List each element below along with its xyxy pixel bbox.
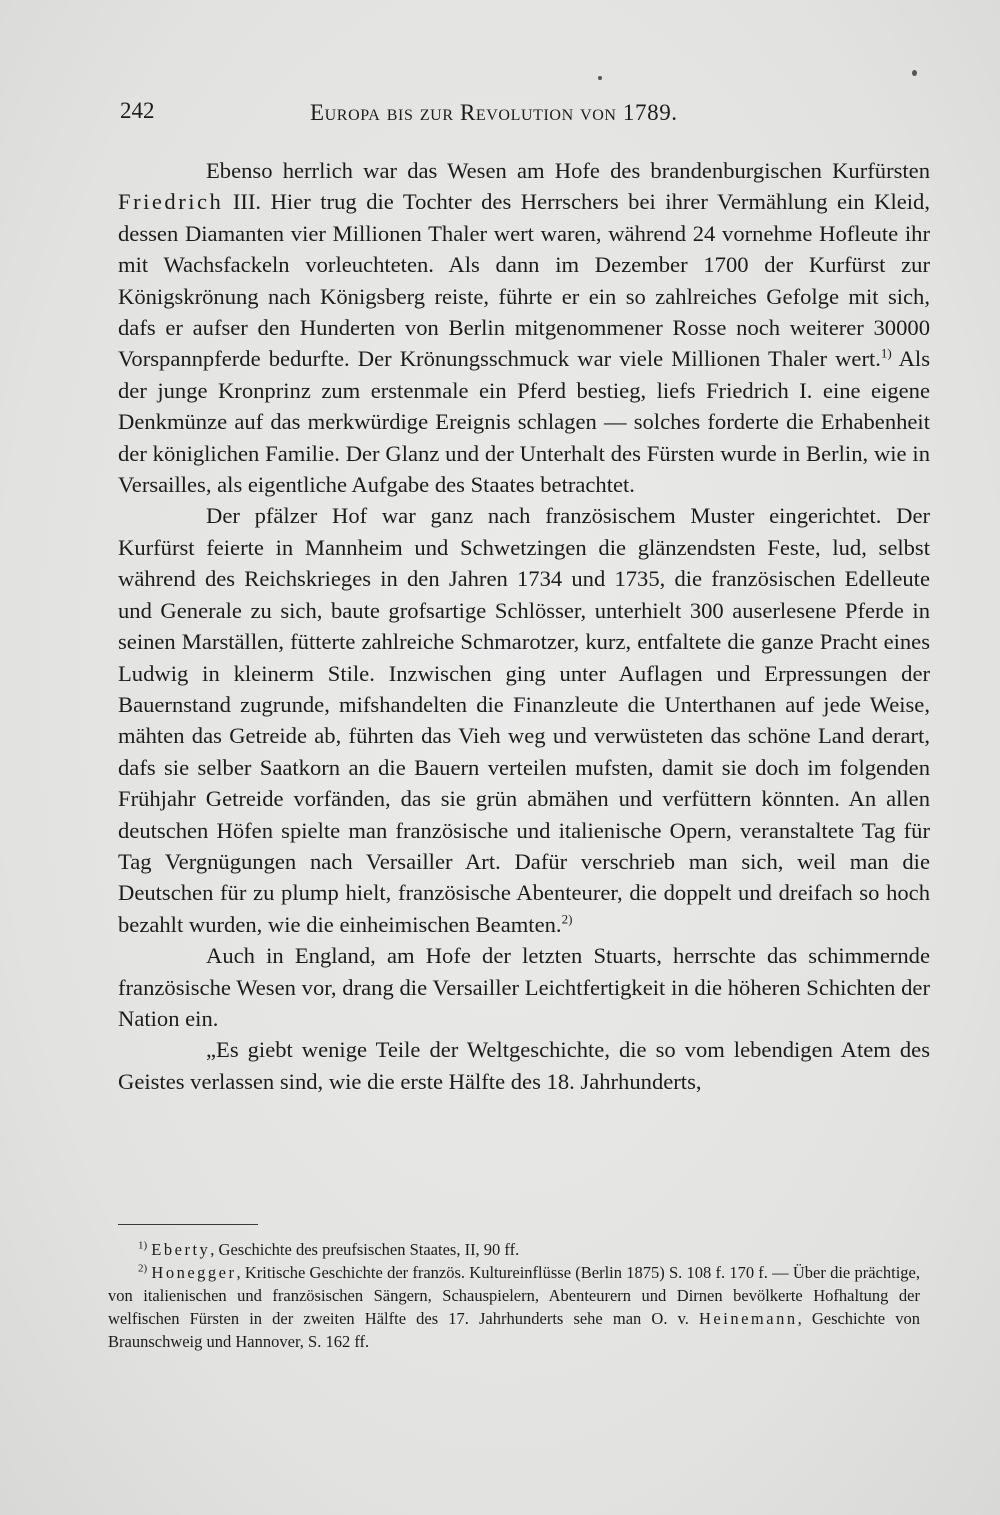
footnote-1 bbox=[108, 1238, 920, 1261]
p4-text: „Es giebt wenige Teile der Weltgeschichte, die so vom lebendigen Atem des Geistes verlassen sind, wie die erste Hälfte des 18. Jahrhunderts, bbox=[118, 1037, 930, 1094]
footnote-1-author: Eberty bbox=[151, 1240, 211, 1259]
running-title: Europa bis zur Revolution von 1789. bbox=[310, 100, 678, 125]
print-speck bbox=[598, 76, 602, 80]
body-text bbox=[118, 155, 930, 1097]
p1-name-friedrich: Friedrich bbox=[118, 189, 224, 215]
paragraph-4 bbox=[118, 1034, 930, 1097]
paragraph-2 bbox=[118, 500, 930, 940]
page-number: 242 bbox=[120, 98, 155, 123]
footnotes bbox=[108, 1238, 920, 1353]
footnote-2-author-2: Heinemann bbox=[699, 1309, 798, 1328]
p1-text-c: Als der junge Kronprinz zum erstenmale ein Pferd bestieg, liefs Friedrich I. eine eigene Denkmünze auf das merkwürdige Ereignis schlagen — solches forderte die Erhabenheit der königlichen Familie. Der Glanz und der Unterhalt des Fürsten wurde in Berlin, wie in Versailles, als eigentliche Aufgabe des Staates betrachtet. bbox=[118, 346, 930, 498]
footnote-2-text-b: , Geschichte von Braunschweig und Hannover, S. 162 ff. bbox=[108, 1309, 920, 1351]
footnote-2-mark: 2) bbox=[138, 1262, 148, 1275]
print-speck bbox=[912, 70, 917, 76]
p2-text: Der pfälzer Hof war ganz nach französischem Muster eingerichtet. Der Kurfürst feierte in Mannheim und Schwetzingen die glänzendsten Feste, lud, selbst während des Reichskrieges in den Jahren 1734 und 1735, die französischen Edelleute und Generale zu sich, baute grofsartige Schlösser, unterhielt 300 auserlesene Pferde in seinen Marställen, fütterte zahlreiche Schmarotzer, kurz, entfaltete die ganze Pracht eines Ludwig in kleinerm Stile. Inzwischen ging unter Auflagen und Erpressungen der Bauernstand zugrunde, mifshandelten die Finanzleute die Unterthanen auf jede Weise, mähten das Getreide ab, führten das Vieh weg und verwüsteten das schöne Land derart, dafs sie selber Saatkorn an die Bauern verteilen mufsten, damit sie doch im folgenden Frühjahr Getreide vorfänden, das sie grün abmähen und verfüttern könnten. An allen deutschen Höfen spielte man französische und italienische Opern, veranstaltete Tag für Tag Vergnügungen nach Versailler Art. Dafür verschrieb man sich, weil man die Deutschen für zu plump hielt, französische Abenteurer, die doppelt und dreifach so hoch bezahlt wurden, wie die einheimischen Beamten. bbox=[118, 503, 930, 937]
footnote-ref-2: 2) bbox=[561, 911, 573, 927]
footnote-divider bbox=[118, 1224, 258, 1225]
p1-text-b: III. Hier trug die Tochter des Herrschers bei ihrer Vermählung ein Kleid, dessen Diamanten vier Millionen Thaler wert waren, während 24 vornehme Hofleute ihr mit Wachsfackeln vorleuchteten. Als dann im Dezember 1700 der Kurfürst zur Königskrönung nach Königsberg reiste, führte er ein so zahlreiches Gefolge mit sich, dafs er aufser den Hunderten von Berlin mitgenommener Rosse noch weiterer 30000 Vorspannpferde bedurfte. Der Krönungsschmuck war viele Millionen Thaler wert. bbox=[118, 189, 930, 372]
footnote-2-author: Honegger bbox=[151, 1263, 237, 1282]
footnote-ref-1: 1) bbox=[880, 345, 892, 361]
p3-text: Auch in England, am Hofe der letzten Stuarts, herrschte das schimmernde französische Wesen vor, drang die Versailler Leichtfertigkeit in die höheren Schichten der Nation ein. bbox=[118, 943, 930, 1031]
footnote-1-text: , Geschichte des preufsischen Staates, II, 90 ff. bbox=[210, 1240, 520, 1259]
paragraph-3 bbox=[118, 940, 930, 1034]
page-header bbox=[120, 98, 920, 138]
footnote-2-text-a: , Kritische Geschichte der französ. Kultureinflüsse (Berlin 1875) S. 108 f. 170 f. — Über die prächtige, von italienischen und französischen Sängern, Schauspielern, Abenteurern und Dirnen bevölkerte Hofhaltung der welfischen Fürsten in der zweiten Hälfte des 17. Jahrhunderts sehe man O. v. bbox=[108, 1263, 920, 1328]
paragraph-1 bbox=[118, 155, 930, 500]
footnote-1-mark: 1) bbox=[138, 1239, 148, 1252]
footnote-2 bbox=[108, 1261, 920, 1353]
p1-text-a: Ebenso herrlich war das Wesen am Hofe des brandenburgischen Kurfürsten bbox=[206, 158, 930, 183]
